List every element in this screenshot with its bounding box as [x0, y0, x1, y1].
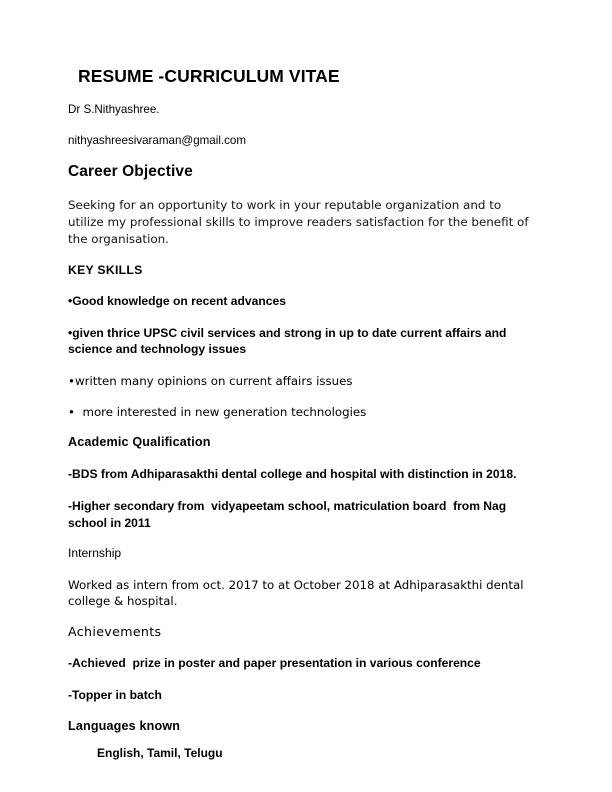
section-heading-career-objective: Career Objective — [68, 162, 193, 180]
section-heading-internship: Internship — [68, 546, 122, 561]
career-objective-body: Seeking for an opportunity to work in your reputable organization and to utilize my professional skills to improve readers satisfaction for the benefit of the organisation. — [68, 197, 529, 246]
achievement-item: -Achieved prize in poster and paper presentation in various conference — [68, 656, 481, 671]
academic-qualification-item: -BDS from Adhiparasakthi dental college and hospital with distinction in 2018. — [68, 467, 517, 482]
section-heading-languages-known: Languages known — [68, 718, 181, 733]
section-heading-key-skills: KEY SKILLS — [68, 262, 143, 277]
languages-known-value: English, Tamil, Telugu — [97, 746, 223, 761]
key-skill-item: •given thrice UPSC civil services and strong in up to date current affairs and science and technology issues — [68, 325, 510, 357]
resume-content — [68, 66, 540, 762]
candidate-name: Dr S.Nithyashree. — [68, 103, 160, 117]
academic-qualification-item: -Higher secondary from vidyapeetam school, matriculation board from Nag school in 2011 — [68, 498, 510, 530]
internship-body: Worked as intern from oct. 2017 to at October 2018 at Adhiparasakthi dental college & hospital. — [68, 577, 528, 609]
key-skill-item: •written many opinions on current affairs issues — [68, 373, 353, 388]
section-heading-academic-qualification: Academic Qualification — [68, 435, 211, 450]
key-skill-item: • more interested in new generation technologies — [68, 405, 367, 420]
candidate-email: nithyashreesivaraman@gmail.com — [68, 134, 247, 148]
key-skill-item: •Good knowledge on recent advances — [68, 293, 286, 308]
section-heading-achievements: Achievements — [68, 624, 162, 640]
achievement-item: -Topper in batch — [68, 687, 162, 702]
page-title: RESUME -CURRICULUM VITAE — [78, 66, 340, 86]
